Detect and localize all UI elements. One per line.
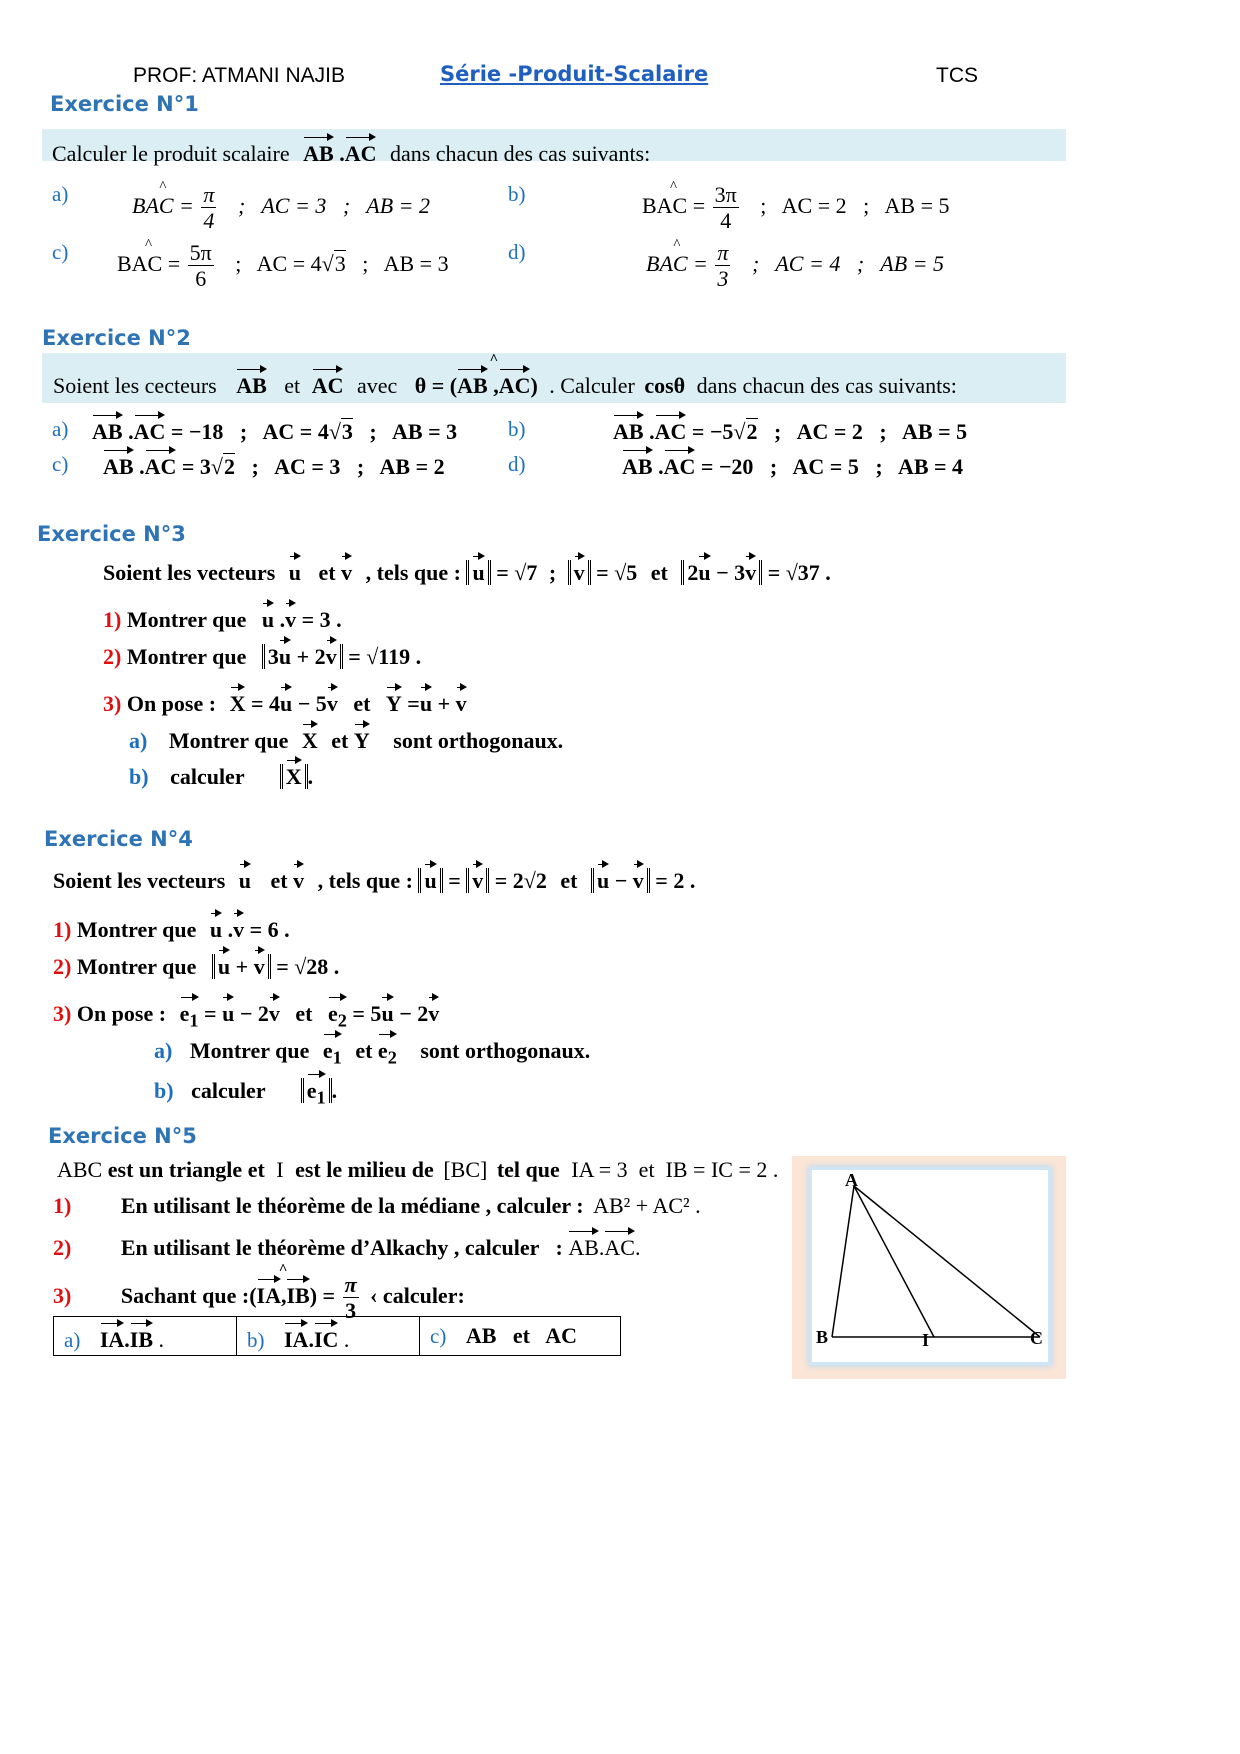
question-eq: = 3 . bbox=[301, 607, 342, 632]
fraction: $\frac{5\pi}{6}$ bbox=[189, 240, 212, 292]
ex4-statement: Soient les vecteurs u et v , tels que : u = v = 2√2 et u − v = 2 . bbox=[53, 861, 695, 894]
norm-v: = √5 bbox=[596, 560, 638, 585]
statement-mid: , tels que : bbox=[365, 560, 461, 585]
cos-theta: cosθ bbox=[644, 373, 686, 398]
statement-et: et bbox=[353, 691, 371, 716]
statement-mid: est le milieu de bbox=[295, 1157, 434, 1182]
case-values-end: ; AC = 3 ; AB = 2 bbox=[234, 454, 445, 479]
theta-def: θ = ( bbox=[414, 373, 458, 398]
series-title: Série -Produit-Scalaire bbox=[440, 62, 709, 86]
question-end: sont orthogonaux. bbox=[420, 1038, 591, 1063]
case-label: c) bbox=[52, 452, 69, 476]
question-number: 2) bbox=[53, 1235, 72, 1260]
vector-ac: AC bbox=[312, 366, 344, 397]
fraction: $\frac{3\pi}{4}$ bbox=[714, 182, 737, 234]
cell-label: c) bbox=[430, 1324, 447, 1348]
fraction: $\frac{\pi}{3}$ bbox=[717, 240, 729, 292]
statement-mid: , tels que : bbox=[317, 868, 413, 893]
question-number: 3) bbox=[53, 1001, 72, 1026]
question-text: Montrer que bbox=[126, 607, 247, 632]
case-label: c) bbox=[52, 240, 69, 264]
sub-question-number: a) bbox=[129, 728, 148, 753]
question-text: calculer bbox=[191, 1078, 266, 1103]
question-eq: = √119 . bbox=[348, 644, 422, 669]
statement-text: Calculer le produit scalaire bbox=[52, 141, 290, 166]
angle-bac: ^ BAC = bbox=[642, 193, 705, 219]
question-text: Montrer que bbox=[189, 1038, 310, 1063]
exercise-2-title: Exercice N°2 bbox=[42, 326, 191, 350]
case-c-data: ^ BAC = $\frac{5\pi}{6}$ ; AC = 4√3 ; AB = 3 bbox=[117, 240, 449, 292]
norm-values: = 2√2 bbox=[494, 868, 547, 893]
ex5-q1 bbox=[53, 1193, 701, 1219]
radicand: 3 bbox=[341, 419, 353, 444]
class-level: TCS bbox=[936, 64, 978, 87]
case-values: = −20 ; AC = 5 ; AB = 4 bbox=[700, 454, 964, 479]
case-label: b) bbox=[508, 182, 526, 206]
def-e1: = bbox=[204, 1001, 223, 1026]
case-values: = −5 bbox=[691, 419, 734, 444]
statement-et: et bbox=[270, 868, 288, 893]
ex3-q2: 2) Montrer que 3u + 2v = √119 . bbox=[103, 637, 421, 670]
statement-text-end: dans chacun des cas suivants: bbox=[389, 141, 651, 166]
ex4-qb: b) calculer $e_1$ . bbox=[154, 1071, 337, 1107]
question-expr: AB² + AC² . bbox=[593, 1193, 701, 1218]
exercise-1-title: Exercice N°1 bbox=[50, 92, 199, 116]
given-values: IA = 3 et IB = IC = 2 . bbox=[571, 1157, 779, 1182]
statement-et: et bbox=[355, 1038, 373, 1063]
vertex-a-label: A bbox=[845, 1170, 858, 1190]
case-b-data bbox=[642, 182, 950, 234]
case-values: ; AC = 4 bbox=[235, 250, 322, 276]
case-values-end: ; AB = 3 bbox=[345, 250, 449, 276]
def-e2-2: − 2 bbox=[399, 1001, 429, 1026]
vertex-c-label: C bbox=[1030, 1328, 1043, 1348]
statement-et: et bbox=[650, 560, 668, 585]
question-text: Montrer que bbox=[76, 954, 197, 979]
angle-bac: ^ BAC = bbox=[646, 251, 708, 277]
angle-bac: ^ BAC = bbox=[117, 251, 180, 277]
theta-def-end: ) bbox=[530, 373, 538, 398]
case-values: ; AC = 2 ; AB = 5 bbox=[760, 192, 950, 218]
statement-et: et bbox=[318, 560, 336, 585]
norm-diff: = 2 . bbox=[655, 868, 696, 893]
def-y-2: + bbox=[437, 691, 451, 716]
case-label: a) bbox=[52, 417, 69, 441]
sub-question-number: a) bbox=[154, 1038, 173, 1063]
question-text: On pose : bbox=[76, 1001, 167, 1026]
ex5-q2: 2) En utilisant le théorème d’Alkachy , calculer : AB.AC. bbox=[53, 1228, 640, 1261]
sub-question-number: b) bbox=[129, 764, 149, 789]
case-d-data bbox=[646, 240, 944, 292]
case-label: b) bbox=[508, 417, 526, 441]
question-number: 2) bbox=[103, 644, 122, 669]
def-x: = 4 bbox=[250, 691, 281, 716]
question-end: sont orthogonaux. bbox=[393, 728, 564, 753]
ex4-qa: a) Montrer que $e_1$ et $e_2$ sont orthogonaux. bbox=[154, 1031, 590, 1067]
question-end: ‹ calculer: bbox=[370, 1282, 465, 1308]
case-label: a) bbox=[52, 182, 69, 206]
question-eq: = √28 . bbox=[276, 954, 340, 979]
ex3-qa: a) Montrer que X et Y sont orthogonaux. bbox=[129, 721, 563, 754]
table-cell-a: a) IA.IB . bbox=[54, 1317, 237, 1356]
fraction: $\frac{\pi}{4}$ bbox=[203, 182, 215, 234]
exercise-4-title: Exercice N°4 bbox=[44, 827, 193, 851]
table-cell-c bbox=[420, 1317, 621, 1356]
separator: ; bbox=[548, 560, 557, 585]
norm-combination: = √37 . bbox=[767, 560, 831, 585]
median-ai bbox=[854, 1186, 934, 1337]
question-number: 1) bbox=[53, 1193, 72, 1218]
exercise-1-statement bbox=[52, 134, 650, 167]
question-text: calculer bbox=[170, 764, 245, 789]
question-number: 3) bbox=[53, 1282, 72, 1308]
case-values: = −18 ; AC = 4 bbox=[170, 419, 329, 444]
ex4-q3: 3) On pose : $e_1 = u - 2v$ et $e_2 = 5u - 2v$ bbox=[53, 994, 439, 1030]
cell-label: b) bbox=[247, 1327, 265, 1352]
case-values-end: ; AC = 2 ; AB = 5 bbox=[757, 419, 968, 444]
ex5-statement: ABC est un triangle et I est le milieu de [BC] tel que IA = 3 et IB = IC = 2 . bbox=[57, 1157, 779, 1182]
question-text: En utilisant le théorème de la médiane , calculer : bbox=[120, 1193, 584, 1218]
ex3-statement: Soient les vecteurs u et v , tels que : u = √7 ; v = √5 et 2u − 3v = √37 . bbox=[103, 553, 831, 586]
triangle-figure bbox=[792, 1156, 1066, 1379]
ex2-case-d: AB .AC = −20 ; AC = 5 ; AB = 4 bbox=[622, 447, 963, 480]
case-values: ; AC = 4 ; AB = 5 bbox=[751, 250, 944, 276]
question-number: 1) bbox=[53, 917, 72, 942]
radicand: 2 bbox=[223, 454, 235, 479]
table-cell-b: b) IA.IC . bbox=[237, 1317, 420, 1356]
question-number: 1) bbox=[103, 607, 122, 632]
case-label: d) bbox=[508, 240, 526, 264]
statement-text: Soient les vecteurs bbox=[53, 868, 226, 893]
exercise-3-title: Exercice N°3 bbox=[37, 522, 186, 546]
ex5-q3: 3) Sachant que :(^ IA,IB) = $\frac{\pi}{3}$ ‹ calculer: bbox=[53, 1272, 465, 1324]
question-number: 3) bbox=[103, 691, 122, 716]
statement-et: et bbox=[284, 373, 301, 398]
sub-question-number: b) bbox=[154, 1078, 174, 1103]
ex2-case-a: AB .AC = −18 ; AC = 4√3 ; AB = 3 bbox=[92, 412, 457, 445]
case-values-end: ; AB = 3 bbox=[352, 419, 458, 444]
case-values: = 3 bbox=[181, 454, 211, 479]
fraction: $\frac{\pi}{3}$ bbox=[344, 1272, 357, 1324]
cell-text: AB et AC bbox=[465, 1323, 578, 1348]
norm-u: = √7 bbox=[496, 560, 538, 585]
question-text: En utilisant le théorème d’Alkachy , calculer : bbox=[120, 1235, 563, 1260]
question-text: Montrer que bbox=[126, 644, 247, 669]
statement-et: et bbox=[560, 868, 578, 893]
ex5-table bbox=[53, 1316, 621, 1356]
ex3-q1: 1) Montrer que u .v = 3 . bbox=[103, 600, 342, 633]
point-i-label: I bbox=[922, 1330, 930, 1350]
statement-avec: avec bbox=[356, 373, 398, 398]
question-number: 2) bbox=[53, 954, 72, 979]
vector-ab: AB bbox=[236, 366, 267, 397]
def-x-2: − 5 bbox=[297, 691, 327, 716]
question-text: Montrer que bbox=[168, 728, 289, 753]
radicand: 3 bbox=[334, 250, 346, 276]
vector-expression: AB .AC bbox=[303, 141, 376, 166]
ex4-q1: 1) Montrer que u .v = 6 . bbox=[53, 910, 290, 943]
exercise-2-statement bbox=[53, 366, 957, 399]
case-label: d) bbox=[508, 452, 526, 476]
case-values: ; AC = 3 ; AB = 2 bbox=[237, 192, 430, 218]
def-e2: = 5 bbox=[352, 1001, 382, 1026]
statement-calc: . Calculer bbox=[549, 373, 635, 398]
question-text: Sachant que : bbox=[120, 1282, 250, 1308]
statement-text: Soient les vecteurs bbox=[103, 560, 276, 585]
angle-ab-ac: ^ AB ,AC bbox=[457, 366, 530, 399]
side-ac bbox=[854, 1186, 1040, 1337]
segment-bc: [BC] bbox=[443, 1157, 488, 1182]
question-eq: = 6 . bbox=[249, 917, 290, 942]
statement-text-end: dans chacun des cas suivants: bbox=[696, 373, 957, 398]
ex2-case-b: AB .AC = −5√2 ; AC = 2 ; AB = 5 bbox=[613, 412, 967, 445]
radicand: 2 bbox=[746, 419, 758, 444]
statement-text: Soient les cecteurs bbox=[53, 373, 217, 398]
statement-et: et bbox=[295, 1001, 313, 1026]
question-text: Montrer que bbox=[76, 917, 197, 942]
cell-label: a) bbox=[64, 1327, 81, 1352]
ex3-qb: b) calculer X . bbox=[129, 757, 313, 790]
exercise-5-title: Exercice N°5 bbox=[48, 1124, 197, 1148]
def-y: = bbox=[407, 691, 420, 716]
ex4-q2: 2) Montrer que u + v = √28 . bbox=[53, 947, 339, 980]
statement-text: est un triangle et bbox=[107, 1157, 265, 1182]
question-text: On pose : bbox=[126, 691, 217, 716]
ex3-q3: 3) On pose : X = 4u − 5v et Y =u + v bbox=[103, 684, 467, 717]
statement-et: et bbox=[331, 728, 349, 753]
ex2-case-c: AB .AC = 3√2 ; AC = 3 ; AB = 2 bbox=[103, 447, 445, 480]
def-e1-2: − 2 bbox=[239, 1001, 269, 1026]
teacher-name: PROF: ATMANI NAJIB bbox=[133, 64, 345, 87]
case-a-data bbox=[132, 182, 430, 234]
statement-end: tel que bbox=[496, 1157, 560, 1182]
side-ab bbox=[832, 1186, 854, 1337]
vertex-b-label: B bbox=[816, 1327, 829, 1347]
angle-bac: ^ BAC = bbox=[132, 193, 194, 219]
